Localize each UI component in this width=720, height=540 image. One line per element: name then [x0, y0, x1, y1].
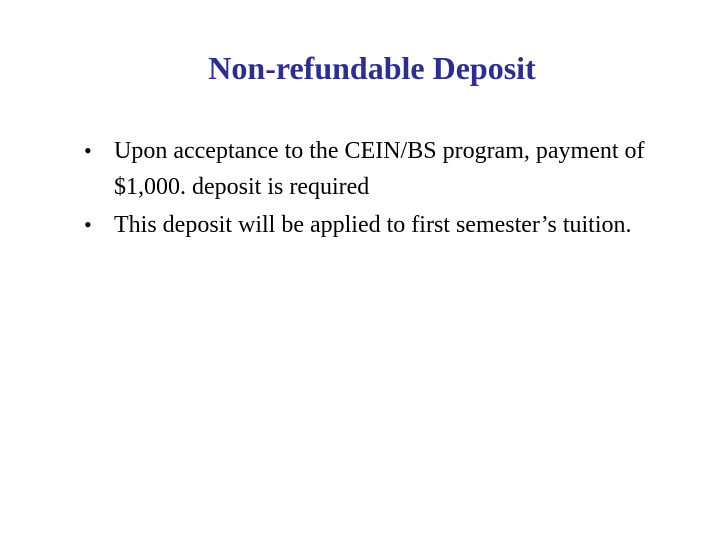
bullet-text: Upon acceptance to the CEIN/BS program, payment of $1,000. deposit is required [114, 138, 645, 200]
bullet-item [84, 207, 684, 243]
slide-title: Non-refundable Deposit [208, 50, 536, 86]
bullet-marker: • [84, 138, 92, 163]
bullet-text: This deposit will be applied to first semester’s tuition. [114, 212, 632, 238]
bullet-item [84, 133, 684, 205]
bullet-list [84, 133, 684, 245]
bullet-marker: • [84, 212, 92, 237]
